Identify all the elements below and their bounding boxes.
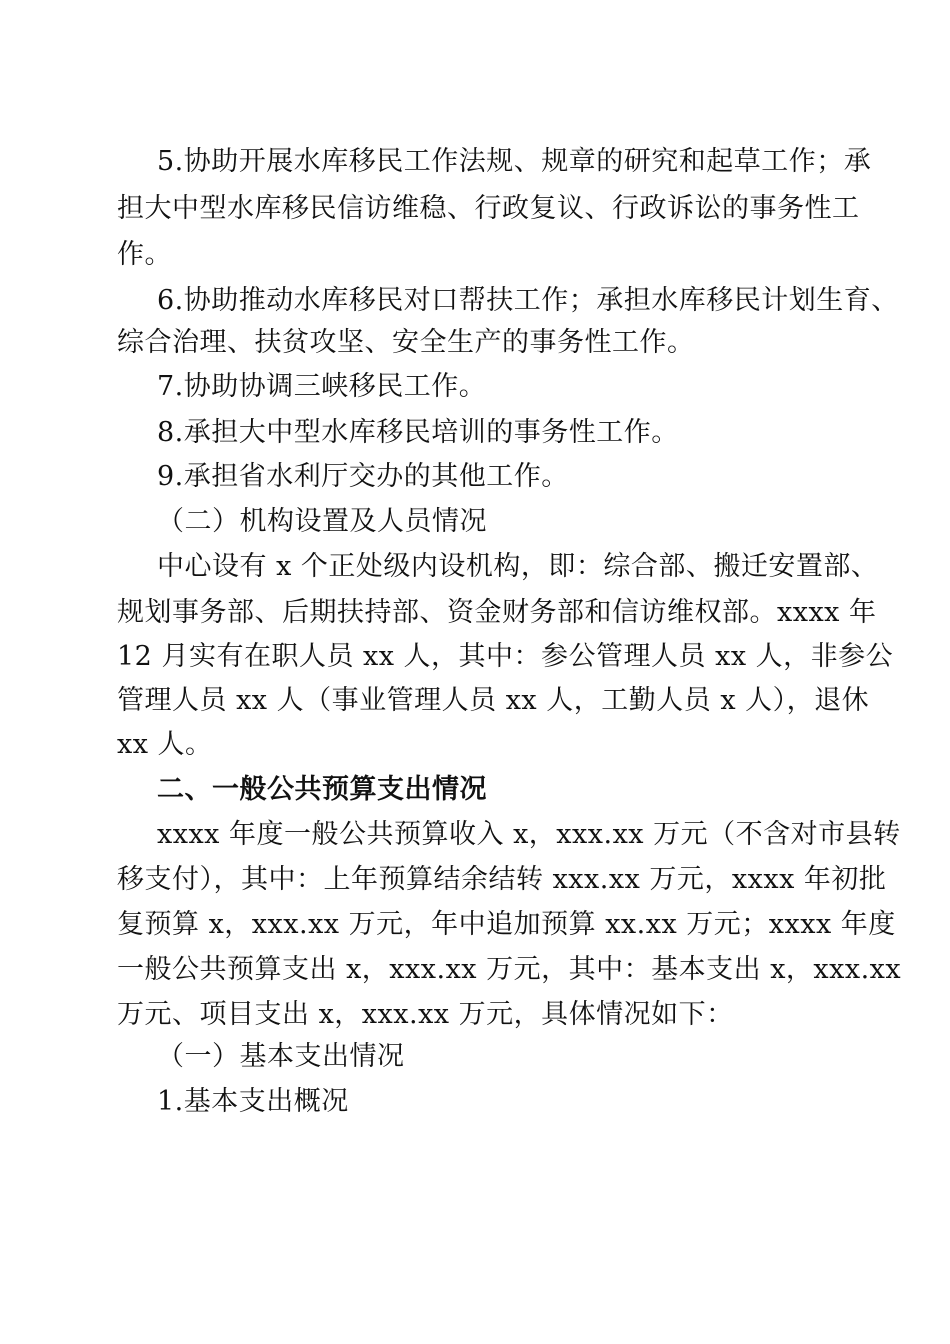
para-org-line-2: 规划事务部、后期扶持部、资金财务部和信访维权部。xxxx 年 [117,597,877,628]
para-org-line-3: 12 月实有在职人员 xx 人，其中：参公管理人员 xx 人，非参公 [117,641,894,672]
section-heading-general-budget: 二、一般公共预算支出情况 [157,774,487,805]
subheading-basic-expenditure-overview: 1.基本支出概况 [157,1086,349,1117]
subheading-basic-expenditure: （一）基本支出情况 [157,1041,405,1072]
para-item-7: 7.协助协调三峡移民工作。 [157,371,487,402]
para-item-9: 9.承担省水利厅交办的其他工作。 [157,461,569,492]
para-budget-line-2: 移支付），其中：上年预算结余结转 xxx.xx 万元，xxxx 年初批 [117,864,887,895]
para-budget-line-5: 万元、项目支出 x，xxx.xx 万元，具体情况如下： [117,999,734,1030]
para-item-8: 8.承担大中型水库移民培训的事务性工作。 [157,417,679,448]
para-budget-line-4: 一般公共预算支出 x，xxx.xx 万元，其中：基本支出 x，xxx.xx [117,954,902,985]
para-org-line-5: xx 人。 [117,729,213,760]
para-item-5-line-2: 担大中型水库移民信访维稳、行政复议、行政诉讼的事务性工 [117,193,860,224]
para-org-line-4: 管理人员 xx 人（事业管理人员 xx 人，工勤人员 x 人），退休 [117,685,870,716]
para-item-5-line-1: 5.协助开展水库移民工作法规、规章的研究和起草工作；承 [157,146,872,177]
para-item-6-line-2: 综合治理、扶贫攻坚、安全生产的事务性工作。 [117,327,695,358]
subheading-org-setup: （二）机构设置及人员情况 [157,506,487,537]
para-item-6-line-1: 6.协助推动水库移民对口帮扶工作；承担水库移民计划生育、 [157,285,899,316]
para-org-line-1: 中心设有 x 个正处级内设机构，即：综合部、搬迁安置部、 [157,551,879,582]
para-budget-line-1: xxxx 年度一般公共预算收入 x，xxx.xx 万元（不含对市县转 [157,819,901,850]
para-item-5-line-3: 作。 [117,239,172,270]
para-budget-line-3: 复预算 x，xxx.xx 万元，年中追加预算 xx.xx 万元；xxxx 年度 [117,909,896,940]
